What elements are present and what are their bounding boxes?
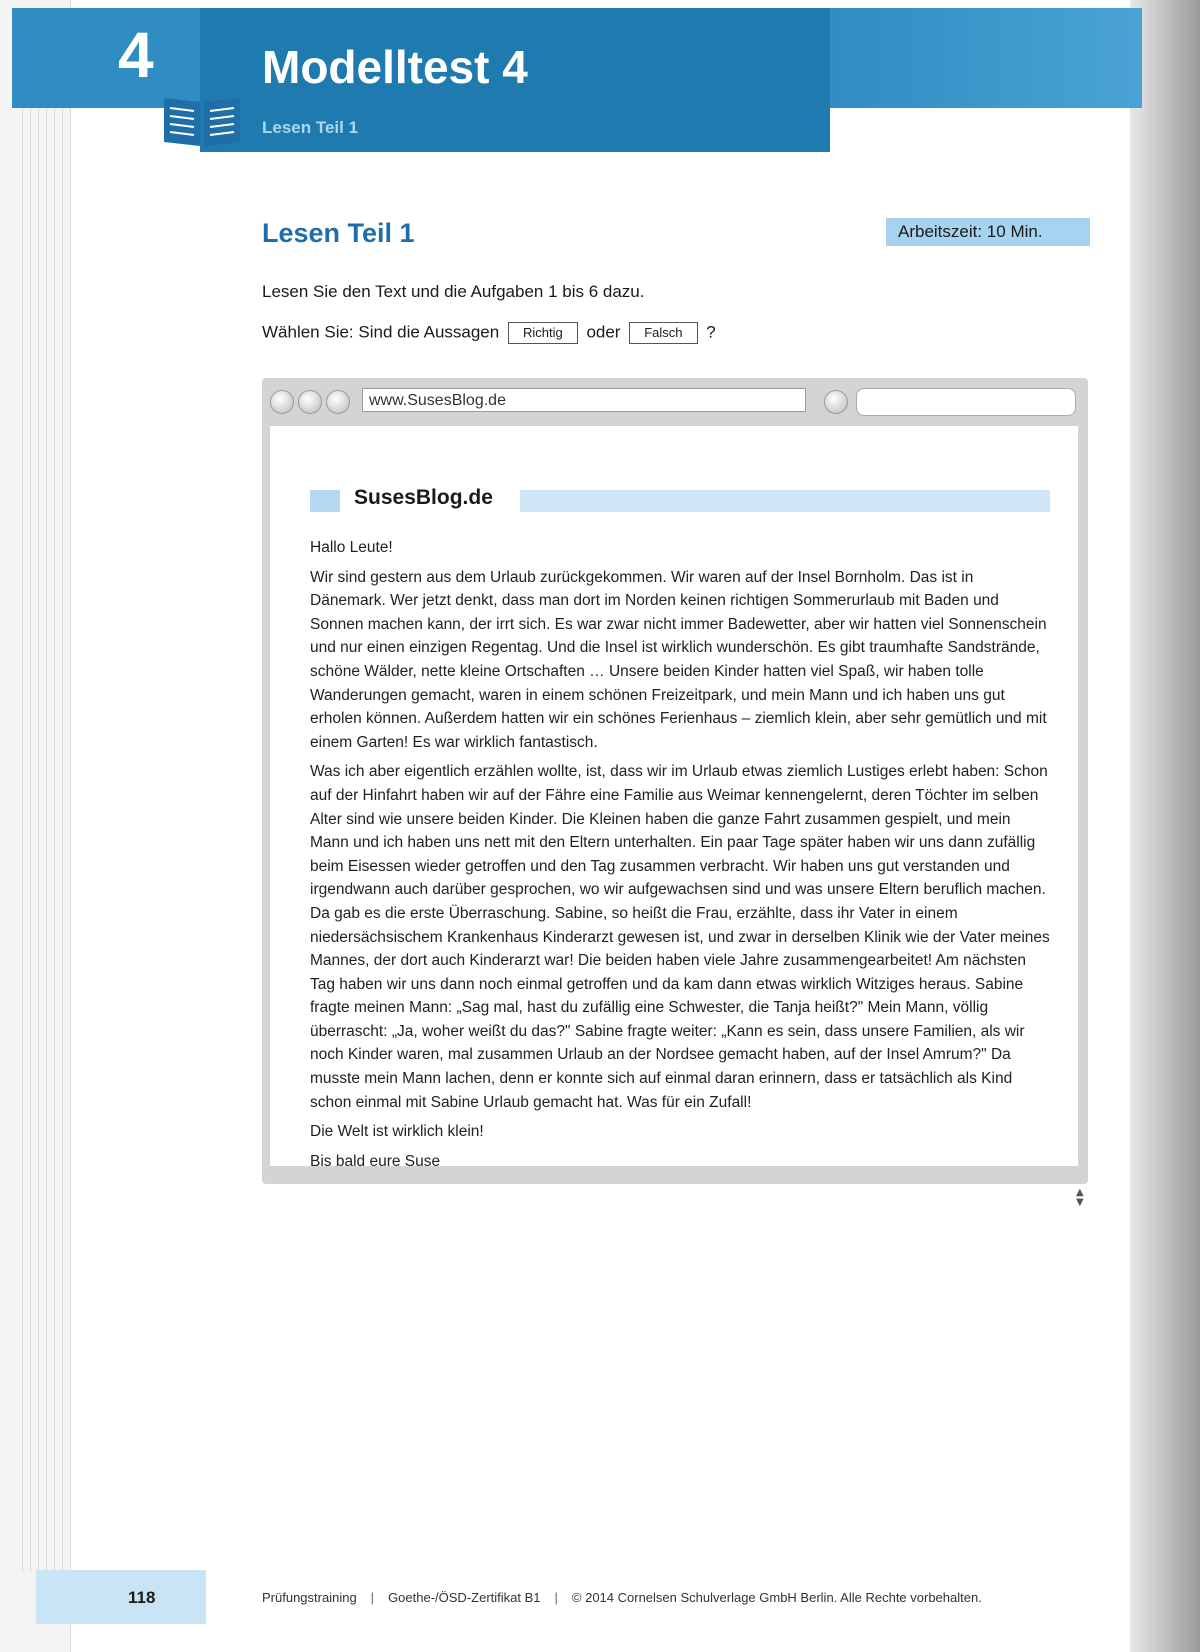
instruction-line-2 xyxy=(262,322,716,344)
browser-window-illustration xyxy=(262,378,1088,1208)
instruction-suffix: ? xyxy=(706,322,716,342)
option-falsch-box: Falsch xyxy=(629,322,697,344)
blog-title: SusesBlog.de xyxy=(354,486,493,509)
work-time-badge: Arbeitszeit: 10 Min. xyxy=(886,218,1090,246)
page-title: Modelltest 4 xyxy=(262,41,528,93)
page-number: 118 xyxy=(128,1588,156,1607)
blog-text xyxy=(310,536,1050,1179)
right-page-shadow xyxy=(1130,0,1200,1652)
instruction-line-1: Lesen Sie den Text und die Aufgaben 1 bis 6 dazu. xyxy=(262,282,645,301)
chapter-number: 4 xyxy=(118,19,154,91)
header-band-fade xyxy=(830,8,1142,108)
footer-copyright: © 2014 Cornelsen Schulverlage GmbH Berlin. Alle Rechte vorbehalten. xyxy=(571,1590,982,1605)
window-dot-icon xyxy=(270,390,294,414)
blog-logo-square xyxy=(310,490,340,512)
footer-series: Prüfungstraining xyxy=(262,1590,357,1605)
option-richtig-box: Richtig xyxy=(508,322,578,344)
page-stack-edge xyxy=(0,0,71,1652)
blog-greeting: Hallo Leute! xyxy=(310,539,393,556)
search-dot-icon xyxy=(824,390,848,414)
footer-exam: Goethe-/ÖSD-Zertifikat B1 xyxy=(388,1590,541,1605)
window-dot-icon xyxy=(326,390,350,414)
open-book-icon xyxy=(160,92,244,150)
window-dot-icon xyxy=(298,390,322,414)
page-number-tab xyxy=(36,1570,206,1624)
blog-paragraph: Was ich aber eigentlich erzählen wollte, ist, dass wir im Urlaub etwas ziemlich Lustiges erlebt haben: Schon auf der Hinfahrt haben wir auf der Fähre eine Familie aus Weimar kennengelernt, deren Töchter im selben Alter sind wie unsere beiden Kinder. Die Kleinen haben die ganze Fahrt zusammen gespielt, und mein Mann und ich haben uns nett mit den Eltern unterhalten. Ein paar Tage später haben wir uns dann zufällig beim Eisessen wieder getroffen und den Tag zusammen verbracht. Wir haben uns gut verstanden und irgendwann auch darüber gesprochen, wo wir aufgewachsen sind und was unsere Eltern beruflich machen. Da gab es die erste Überraschung. Sabine, so heißt die Frau, erzählte, dass ihr Vater in einem niedersächsischem Krankenhaus Kinderarzt gewesen ist, und zwar in derselben Klinik wie der Vater meines Mannes, der dort auch Kinderarzt war! Die beiden haben viele Jahre zusammengearbeitet! Am nächsten Tag haben wir uns dann noch einmal getroffen und da kam dann etwas wirklich Witziges heraus. Sabine fragte meinen Mann: „Sag mal, hast du zufällig eine Schwester, die Tanja heißt?" Mein Mann, völlig überrascht: „Ja, woher weißt du das?" Sabine fragte weiter: „Kann es sein, dass unsere Familien, als wir noch Kinder waren, mal zusammen Urlaub an der Nordsee gemacht haben, auf der Insel Amrum?" Da musste mein Mann lachen, denn er konnte sich auf einmal daran erinnern, dass er tatsächlich als Kind schon einmal mit Sabine Urlaub gemacht hat. Was für ein Zufall! xyxy=(310,763,1050,1111)
page-subtitle: Lesen Teil 1 xyxy=(262,118,359,137)
blog-signature: Bis bald eure Suse xyxy=(310,1152,441,1170)
url-bar: www.SusesBlog.de xyxy=(362,388,806,412)
blog-closing-line: Die Welt ist wirklich klein! xyxy=(310,1123,484,1141)
footer-credits: Prüfungstraining | Goethe-/ÖSD-Zertifikat B1 | © 2014 Cornelsen Schulverlage GmbH Berlin. Alle Rechte vorbehalten. xyxy=(262,1590,982,1605)
instruction-prefix: Wählen Sie: Sind die Aussagen xyxy=(262,322,500,342)
instruction-connector: oder xyxy=(586,322,621,342)
browser-content xyxy=(270,426,1084,1208)
search-bar xyxy=(856,388,1076,416)
blog-paragraph: Wir sind gestern aus dem Urlaub zurückgekommen. Wir waren auf der Insel Bornholm. Das ist in Dänemark. Wer jetzt denkt, dass man dort im Norden keinen richtigen Sommerurlaub mit Baden und Sonnen machen kann, der irrt sich. Es war zwar nicht immer Badewetter, aber wir hatten viel Sonnenschein und nur einen einzigen Regentag. Und die Insel ist wirklich wunderschön. Es gibt traumhafte Sandstrände, schöne Wälder, nette kleine Ortschaften … Unsere beiden Kinder hatten viel Spaß, wir haben tolle Wanderungen gemacht, waren in einem schönen Freizeitpark, und mein Mann und ich haben uns gut erholen können. Außerdem hatten wir ein schönes Ferienhaus – ziemlich klein, aber sehr gemütlich und mit einem Garten! Es war wirklich fantastisch. xyxy=(310,568,1047,751)
section-title: Lesen Teil 1 xyxy=(262,218,415,248)
scroll-arrows-icon: ▲ ▼ xyxy=(1076,1187,1084,1208)
